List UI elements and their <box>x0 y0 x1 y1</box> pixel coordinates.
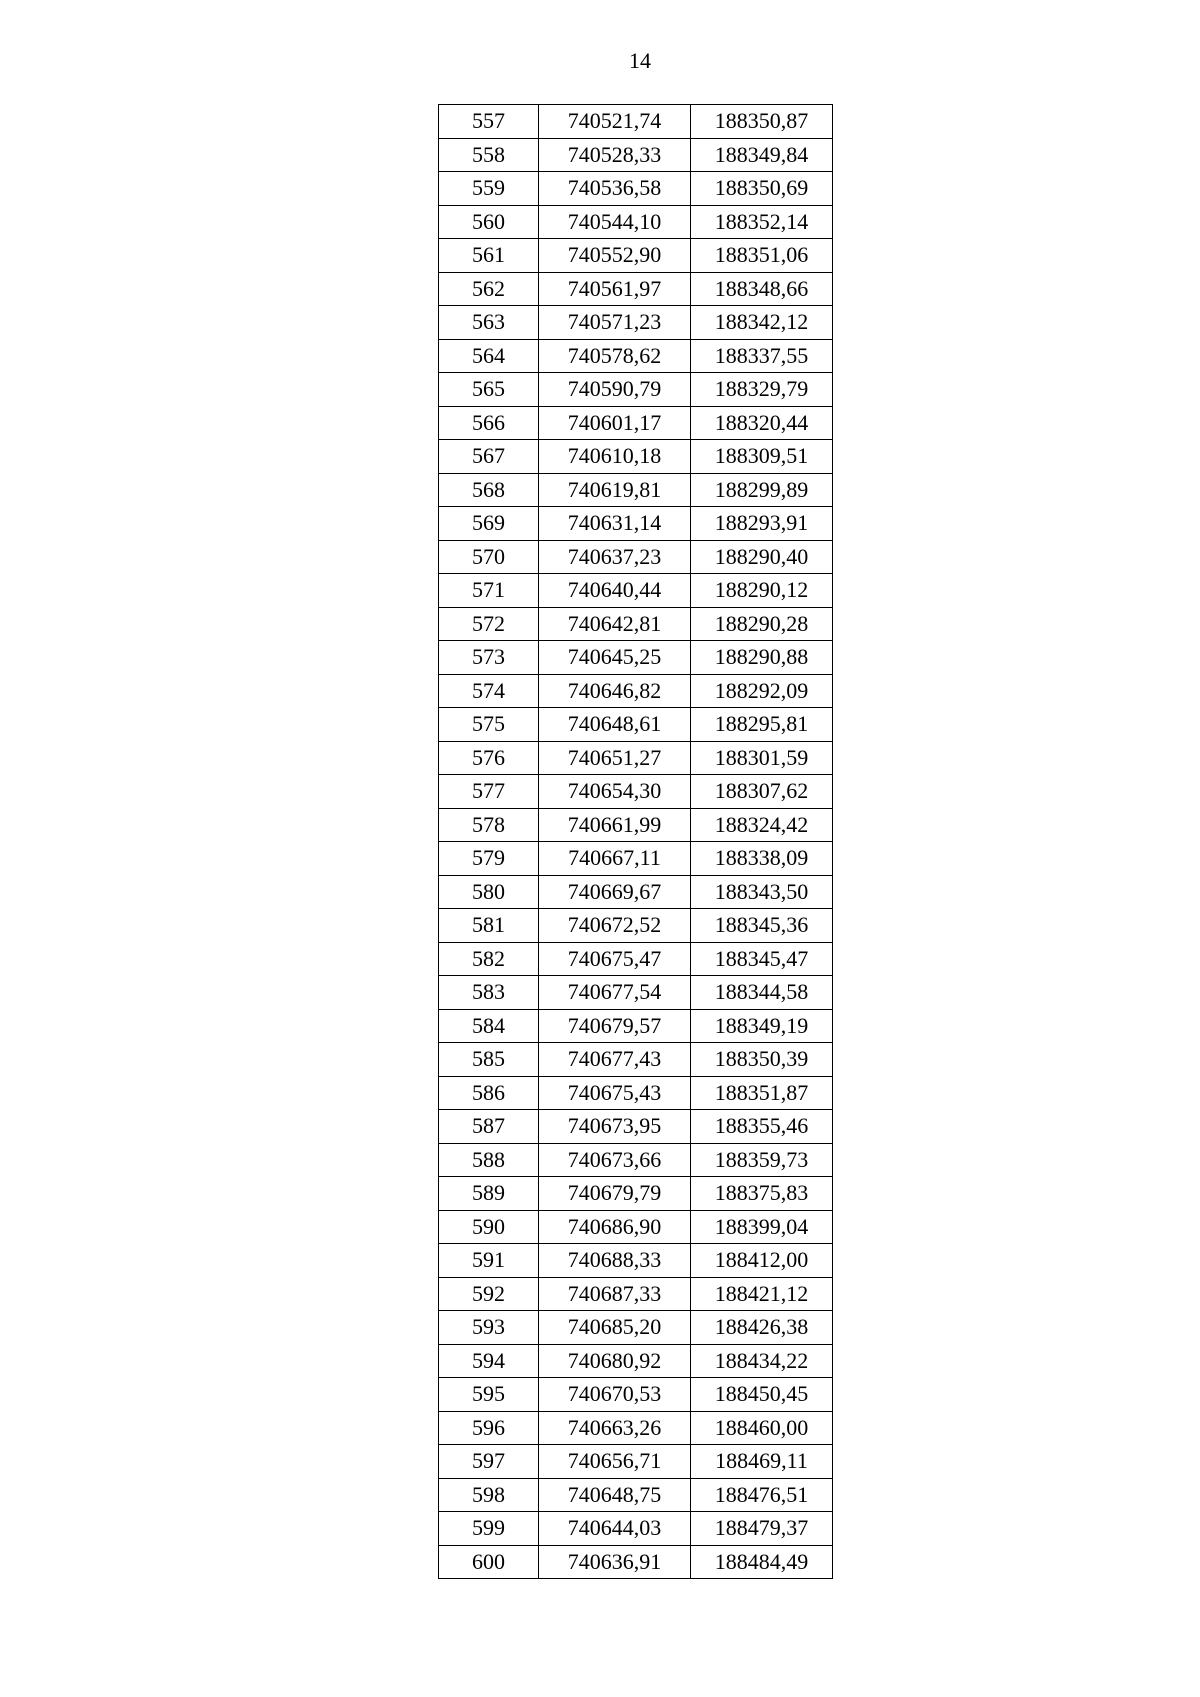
point-number-cell: 594 <box>439 1344 539 1378</box>
x-coordinate-cell: 740667,11 <box>539 842 691 876</box>
y-coordinate-cell: 188320,44 <box>691 406 833 440</box>
x-coordinate-cell: 740636,91 <box>539 1545 691 1579</box>
point-number-cell: 582 <box>439 942 539 976</box>
x-coordinate-cell: 740686,90 <box>539 1210 691 1244</box>
y-coordinate-cell: 188350,69 <box>691 172 833 206</box>
table-row <box>439 674 833 708</box>
x-coordinate-cell: 740675,43 <box>539 1076 691 1110</box>
point-number-cell: 563 <box>439 306 539 340</box>
y-coordinate-cell: 188292,09 <box>691 674 833 708</box>
point-number-cell: 558 <box>439 138 539 172</box>
table-row <box>439 909 833 943</box>
x-coordinate-cell: 740640,44 <box>539 574 691 608</box>
x-coordinate-cell: 740561,97 <box>539 272 691 306</box>
x-coordinate-cell: 740601,17 <box>539 406 691 440</box>
x-coordinate-cell: 740661,99 <box>539 808 691 842</box>
table-row <box>439 1110 833 1144</box>
table-row <box>439 205 833 239</box>
x-coordinate-cell: 740619,81 <box>539 473 691 507</box>
table-row <box>439 808 833 842</box>
table-row <box>439 1378 833 1412</box>
x-coordinate-cell: 740536,58 <box>539 172 691 206</box>
table-row <box>439 1009 833 1043</box>
table-row <box>439 574 833 608</box>
y-coordinate-cell: 188337,55 <box>691 339 833 373</box>
table-row <box>439 507 833 541</box>
point-number-cell: 569 <box>439 507 539 541</box>
table-row <box>439 708 833 742</box>
x-coordinate-cell: 740680,92 <box>539 1344 691 1378</box>
x-coordinate-cell: 740648,75 <box>539 1478 691 1512</box>
table-row <box>439 440 833 474</box>
x-coordinate-cell: 740687,33 <box>539 1277 691 1311</box>
x-coordinate-cell: 740672,52 <box>539 909 691 943</box>
y-coordinate-cell: 188375,83 <box>691 1177 833 1211</box>
table-row <box>439 1411 833 1445</box>
y-coordinate-cell: 188338,09 <box>691 842 833 876</box>
x-coordinate-cell: 740644,03 <box>539 1512 691 1546</box>
point-number-cell: 591 <box>439 1244 539 1278</box>
y-coordinate-cell: 188359,73 <box>691 1143 833 1177</box>
point-number-cell: 568 <box>439 473 539 507</box>
y-coordinate-cell: 188412,00 <box>691 1244 833 1278</box>
table-row <box>439 1478 833 1512</box>
x-coordinate-cell: 740669,67 <box>539 875 691 909</box>
point-number-cell: 562 <box>439 272 539 306</box>
point-number-cell: 599 <box>439 1512 539 1546</box>
x-coordinate-cell: 740610,18 <box>539 440 691 474</box>
x-coordinate-cell: 740645,25 <box>539 641 691 675</box>
y-coordinate-cell: 188290,40 <box>691 540 833 574</box>
point-number-cell: 581 <box>439 909 539 943</box>
y-coordinate-cell: 188324,42 <box>691 808 833 842</box>
point-number-cell: 586 <box>439 1076 539 1110</box>
table-row <box>439 473 833 507</box>
y-coordinate-cell: 188479,37 <box>691 1512 833 1546</box>
x-coordinate-cell: 740528,33 <box>539 138 691 172</box>
table-row <box>439 272 833 306</box>
table-row <box>439 1043 833 1077</box>
table-row <box>439 172 833 206</box>
y-coordinate-cell: 188344,58 <box>691 976 833 1010</box>
page-number: 14 <box>629 48 651 73</box>
table-row <box>439 842 833 876</box>
point-number-cell: 596 <box>439 1411 539 1445</box>
y-coordinate-cell: 188290,28 <box>691 607 833 641</box>
point-number-cell: 559 <box>439 172 539 206</box>
y-coordinate-cell: 188399,04 <box>691 1210 833 1244</box>
x-coordinate-cell: 740679,79 <box>539 1177 691 1211</box>
point-number-cell: 573 <box>439 641 539 675</box>
point-number-cell: 565 <box>439 373 539 407</box>
x-coordinate-cell: 740670,53 <box>539 1378 691 1412</box>
point-number-cell: 593 <box>439 1311 539 1345</box>
table-row <box>439 540 833 574</box>
x-coordinate-cell: 740673,66 <box>539 1143 691 1177</box>
point-number-cell: 598 <box>439 1478 539 1512</box>
y-coordinate-cell: 188299,89 <box>691 473 833 507</box>
point-number-cell: 583 <box>439 976 539 1010</box>
y-coordinate-cell: 188350,39 <box>691 1043 833 1077</box>
table-row <box>439 607 833 641</box>
y-coordinate-cell: 188421,12 <box>691 1277 833 1311</box>
point-number-cell: 567 <box>439 440 539 474</box>
y-coordinate-cell: 188293,91 <box>691 507 833 541</box>
x-coordinate-cell: 740571,23 <box>539 306 691 340</box>
y-coordinate-cell: 188426,38 <box>691 1311 833 1345</box>
point-number-cell: 595 <box>439 1378 539 1412</box>
table-row <box>439 942 833 976</box>
table-row <box>439 306 833 340</box>
point-number-cell: 561 <box>439 239 539 273</box>
y-coordinate-cell: 188469,11 <box>691 1445 833 1479</box>
point-number-cell: 575 <box>439 708 539 742</box>
x-coordinate-cell: 740677,43 <box>539 1043 691 1077</box>
table-row <box>439 641 833 675</box>
x-coordinate-cell: 740590,79 <box>539 373 691 407</box>
x-coordinate-cell: 740675,47 <box>539 942 691 976</box>
table-row <box>439 239 833 273</box>
point-number-cell: 590 <box>439 1210 539 1244</box>
point-number-cell: 580 <box>439 875 539 909</box>
y-coordinate-cell: 188351,06 <box>691 239 833 273</box>
y-coordinate-cell: 188349,19 <box>691 1009 833 1043</box>
table-row <box>439 1244 833 1278</box>
y-coordinate-cell: 188307,62 <box>691 775 833 809</box>
table-row <box>439 339 833 373</box>
table-row <box>439 1311 833 1345</box>
point-number-cell: 600 <box>439 1545 539 1579</box>
table-row <box>439 373 833 407</box>
table-row <box>439 1210 833 1244</box>
y-coordinate-cell: 188476,51 <box>691 1478 833 1512</box>
table-row <box>439 138 833 172</box>
y-coordinate-cell: 188329,79 <box>691 373 833 407</box>
x-coordinate-cell: 740637,23 <box>539 540 691 574</box>
table-row <box>439 976 833 1010</box>
table-row <box>439 875 833 909</box>
y-coordinate-cell: 188348,66 <box>691 272 833 306</box>
x-coordinate-cell: 740648,61 <box>539 708 691 742</box>
x-coordinate-cell: 740679,57 <box>539 1009 691 1043</box>
point-number-cell: 566 <box>439 406 539 440</box>
point-number-cell: 579 <box>439 842 539 876</box>
table-row <box>439 775 833 809</box>
y-coordinate-cell: 188290,12 <box>691 574 833 608</box>
point-number-cell: 589 <box>439 1177 539 1211</box>
point-number-cell: 597 <box>439 1445 539 1479</box>
point-number-cell: 560 <box>439 205 539 239</box>
x-coordinate-cell: 740552,90 <box>539 239 691 273</box>
point-number-cell: 572 <box>439 607 539 641</box>
y-coordinate-cell: 188355,46 <box>691 1110 833 1144</box>
y-coordinate-cell: 188343,50 <box>691 875 833 909</box>
x-coordinate-cell: 740654,30 <box>539 775 691 809</box>
point-number-cell: 588 <box>439 1143 539 1177</box>
y-coordinate-cell: 188351,87 <box>691 1076 833 1110</box>
y-coordinate-cell: 188460,00 <box>691 1411 833 1445</box>
point-number-cell: 584 <box>439 1009 539 1043</box>
table-row <box>439 105 833 139</box>
point-number-cell: 576 <box>439 741 539 775</box>
table-row <box>439 1545 833 1579</box>
x-coordinate-cell: 740521,74 <box>539 105 691 139</box>
point-number-cell: 577 <box>439 775 539 809</box>
table-row <box>439 1277 833 1311</box>
point-number-cell: 571 <box>439 574 539 608</box>
table-row <box>439 1445 833 1479</box>
y-coordinate-cell: 188301,59 <box>691 741 833 775</box>
y-coordinate-cell: 188434,22 <box>691 1344 833 1378</box>
y-coordinate-cell: 188309,51 <box>691 440 833 474</box>
point-number-cell: 587 <box>439 1110 539 1144</box>
table-row <box>439 1177 833 1211</box>
y-coordinate-cell: 188342,12 <box>691 306 833 340</box>
x-coordinate-cell: 740656,71 <box>539 1445 691 1479</box>
y-coordinate-cell: 188352,14 <box>691 205 833 239</box>
x-coordinate-cell: 740663,26 <box>539 1411 691 1445</box>
x-coordinate-cell: 740685,20 <box>539 1311 691 1345</box>
x-coordinate-cell: 740651,27 <box>539 741 691 775</box>
x-coordinate-cell: 740677,54 <box>539 976 691 1010</box>
y-coordinate-cell: 188295,81 <box>691 708 833 742</box>
table-row <box>439 1512 833 1546</box>
x-coordinate-cell: 740631,14 <box>539 507 691 541</box>
x-coordinate-cell: 740646,82 <box>539 674 691 708</box>
table-row <box>439 1076 833 1110</box>
y-coordinate-cell: 188290,88 <box>691 641 833 675</box>
table-row <box>439 406 833 440</box>
point-number-cell: 592 <box>439 1277 539 1311</box>
x-coordinate-cell: 740673,95 <box>539 1110 691 1144</box>
x-coordinate-cell: 740642,81 <box>539 607 691 641</box>
point-number-cell: 578 <box>439 808 539 842</box>
x-coordinate-cell: 740544,10 <box>539 205 691 239</box>
point-number-cell: 574 <box>439 674 539 708</box>
coordinates-table-body <box>439 105 833 1579</box>
coordinates-table <box>438 104 833 1579</box>
x-coordinate-cell: 740578,62 <box>539 339 691 373</box>
y-coordinate-cell: 188349,84 <box>691 138 833 172</box>
y-coordinate-cell: 188350,87 <box>691 105 833 139</box>
point-number-cell: 570 <box>439 540 539 574</box>
y-coordinate-cell: 188345,36 <box>691 909 833 943</box>
y-coordinate-cell: 188345,47 <box>691 942 833 976</box>
point-number-cell: 585 <box>439 1043 539 1077</box>
y-coordinate-cell: 188450,45 <box>691 1378 833 1412</box>
point-number-cell: 564 <box>439 339 539 373</box>
point-number-cell: 557 <box>439 105 539 139</box>
table-row <box>439 741 833 775</box>
table-row <box>439 1344 833 1378</box>
x-coordinate-cell: 740688,33 <box>539 1244 691 1278</box>
table-row <box>439 1143 833 1177</box>
y-coordinate-cell: 188484,49 <box>691 1545 833 1579</box>
